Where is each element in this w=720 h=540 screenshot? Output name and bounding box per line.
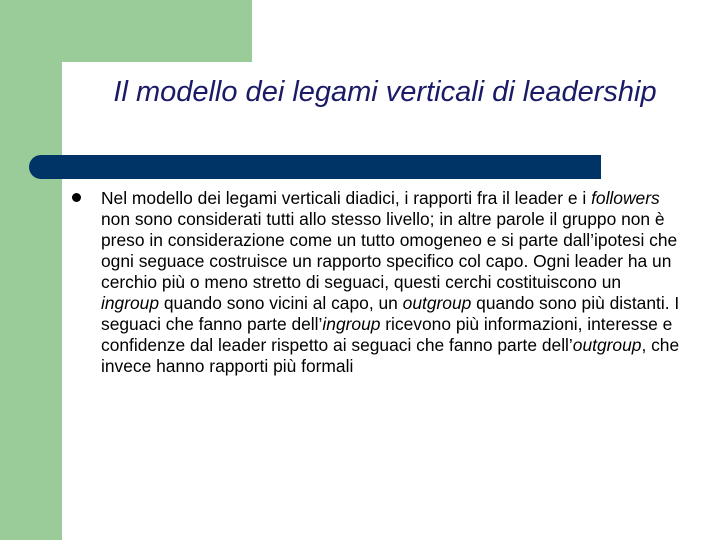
body-text-segment: quando sono più distanti. I seguaci che fanno parte dell’ (101, 293, 680, 334)
body-text-italic-segment: followers (591, 188, 660, 208)
body-text-segment: quando sono vicini al capo, un (159, 293, 403, 313)
slide-title: Il modello dei legami verticali di leadership (113, 76, 657, 108)
body-text-segment: Nel modello dei legami verticali diadici, i rapporti fra il leader e i (101, 188, 592, 208)
slide-body-paragraph (101, 188, 681, 377)
body-text-segment: , che invece hanno rapporti più formali (101, 335, 680, 376)
body-text-segment: ricevono più informazioni, interesse e confidenze dal leader rispetto ai seguaci che fanno parte dell’ (101, 314, 673, 355)
body-text-italic-segment: ingroup (322, 314, 381, 334)
bullet-point-icon (72, 193, 81, 202)
body-text-italic-segment: ingroup (101, 293, 160, 313)
body-text-italic-segment: outgroup (402, 293, 472, 313)
body-text-italic-segment: outgroup (572, 335, 642, 355)
decorative-green-band-left (0, 0, 62, 540)
title-divider-bar (29, 155, 601, 179)
body-text-segment: non sono considerati tutti allo stesso livello; in altre parole il gruppo non è preso in considerazione come un tutto omogeneo e si parte dall’ipotesi che ogni seguace costruisce un rapporto specifico col capo. Ogni leader ha un cerchio più o meno stretto di seguaci, questi cerchi costituiscono un (101, 209, 678, 292)
